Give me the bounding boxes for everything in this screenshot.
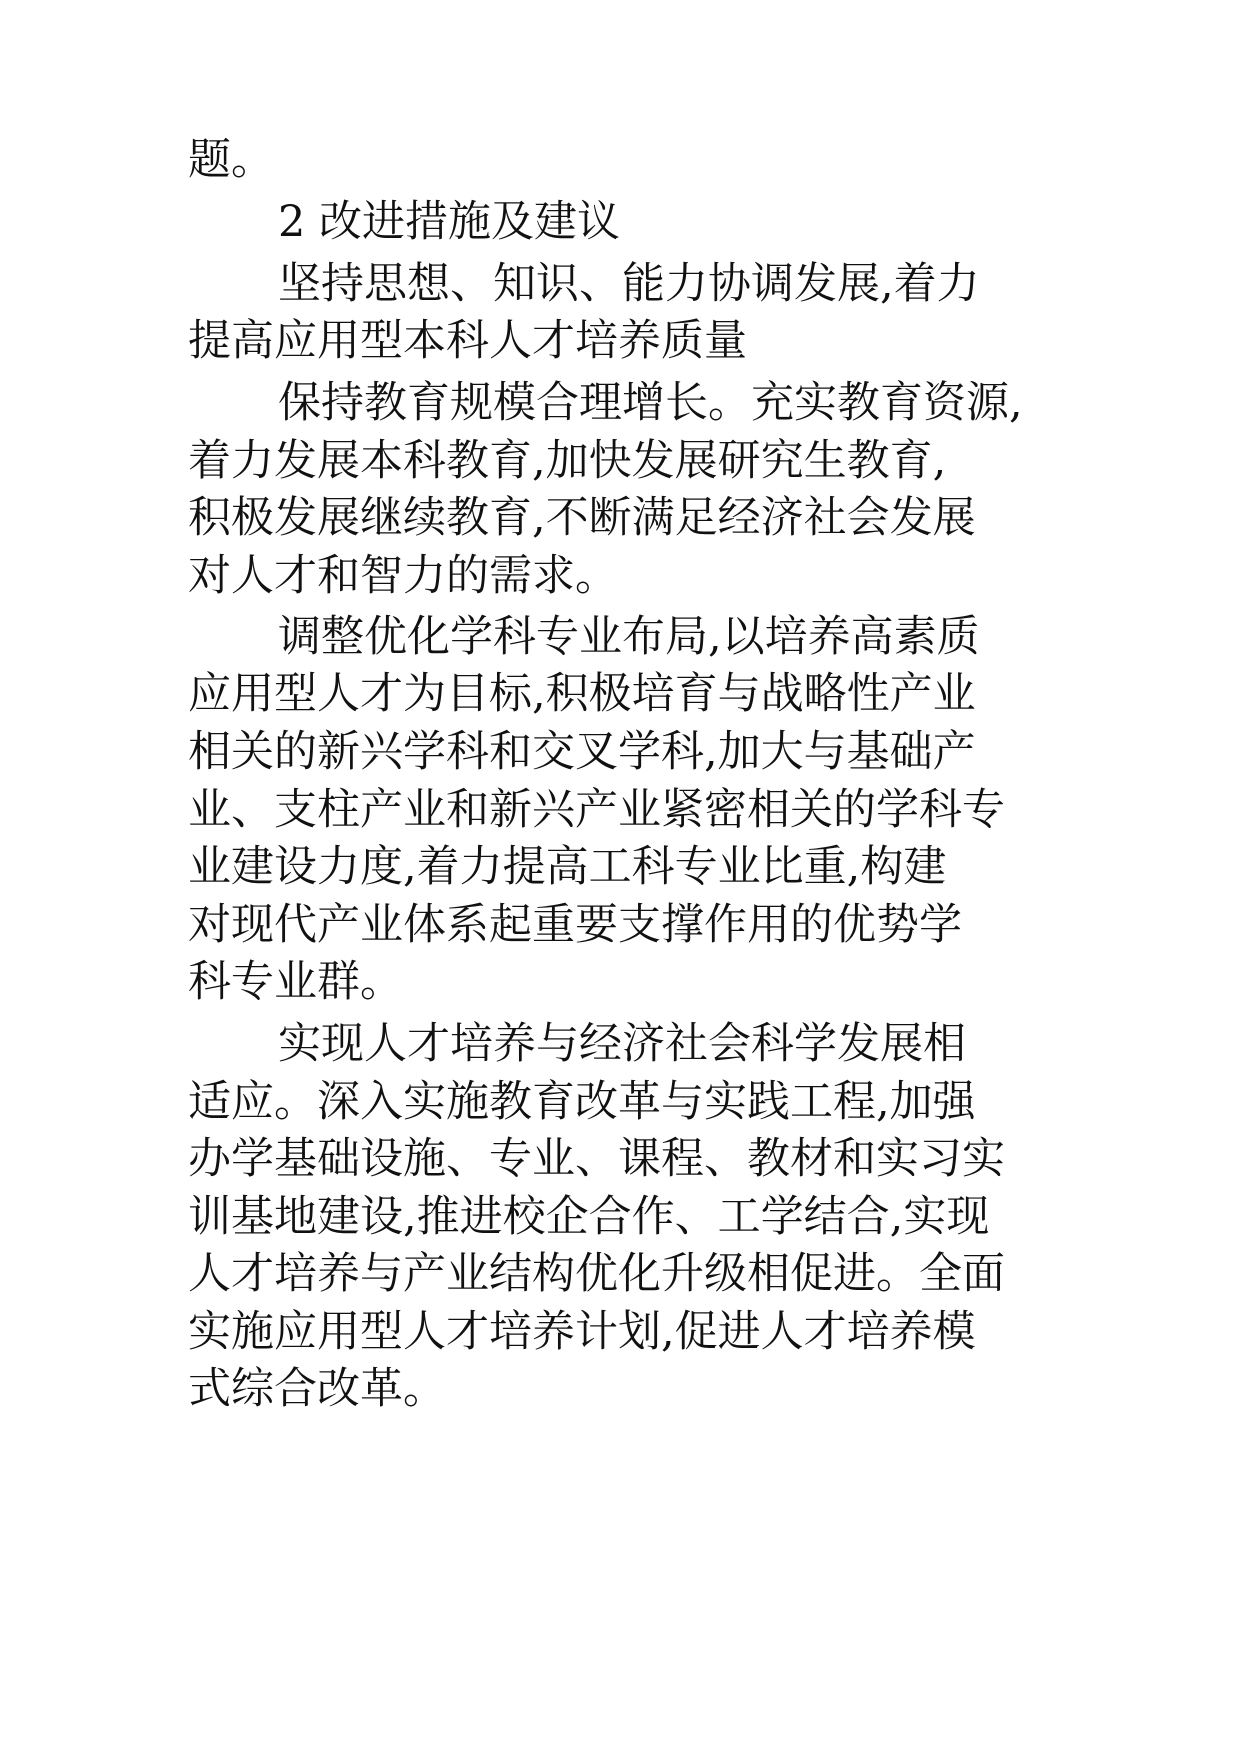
text-line: 科专业群。 [188,957,403,1007]
text-line: 调整优化学科专业布局,以培养高素质 [278,612,980,662]
text-line: 提高应用型本科人才培养质量 [188,316,747,366]
text-line: 题。 [188,135,274,185]
text-line: 训基地建设,推进校企合作、工学结合,实现 [188,1192,990,1242]
text-line: 相关的新兴学科和交叉学科,加大与基础产 [188,727,976,777]
text-line: 办学基础设施、专业、课程、教材和实习实 [188,1134,1005,1184]
text-line: 应用型人才为目标,积极培育与战略性产业 [188,669,976,719]
text-line: 积极发展继续教育,不断满足经济社会发展 [188,493,976,543]
text-line: 保持教育规模合理增长。充实教育资源, [278,378,1023,428]
text-line: 业建设力度,着力提高工科专业比重,构建 [188,842,947,892]
text-line: 式综合改革。 [188,1364,446,1414]
text-line: 适应。深入实施教育改革与实践工程,加强 [188,1077,976,1127]
text-line: 坚持思想、知识、能力协调发展,着力 [278,259,980,309]
text-line: 着力发展本科教育,加快发展研究生教育, [188,436,947,486]
section-heading: 2 改进措施及建议 [278,197,621,247]
text-line: 业、支柱产业和新兴产业紧密相关的学科专 [188,785,1005,835]
text-line: 对人才和智力的需求。 [188,551,618,601]
text-line: 实施应用型人才培养计划,促进人才培养模 [188,1307,976,1357]
text-line: 实现人才培养与经济社会科学发展相 [278,1019,966,1069]
text-line: 人才培养与产业结构优化升级相促进。全面 [188,1249,1005,1299]
text-line: 对现代产业体系起重要支撑作用的优势学 [188,900,962,950]
